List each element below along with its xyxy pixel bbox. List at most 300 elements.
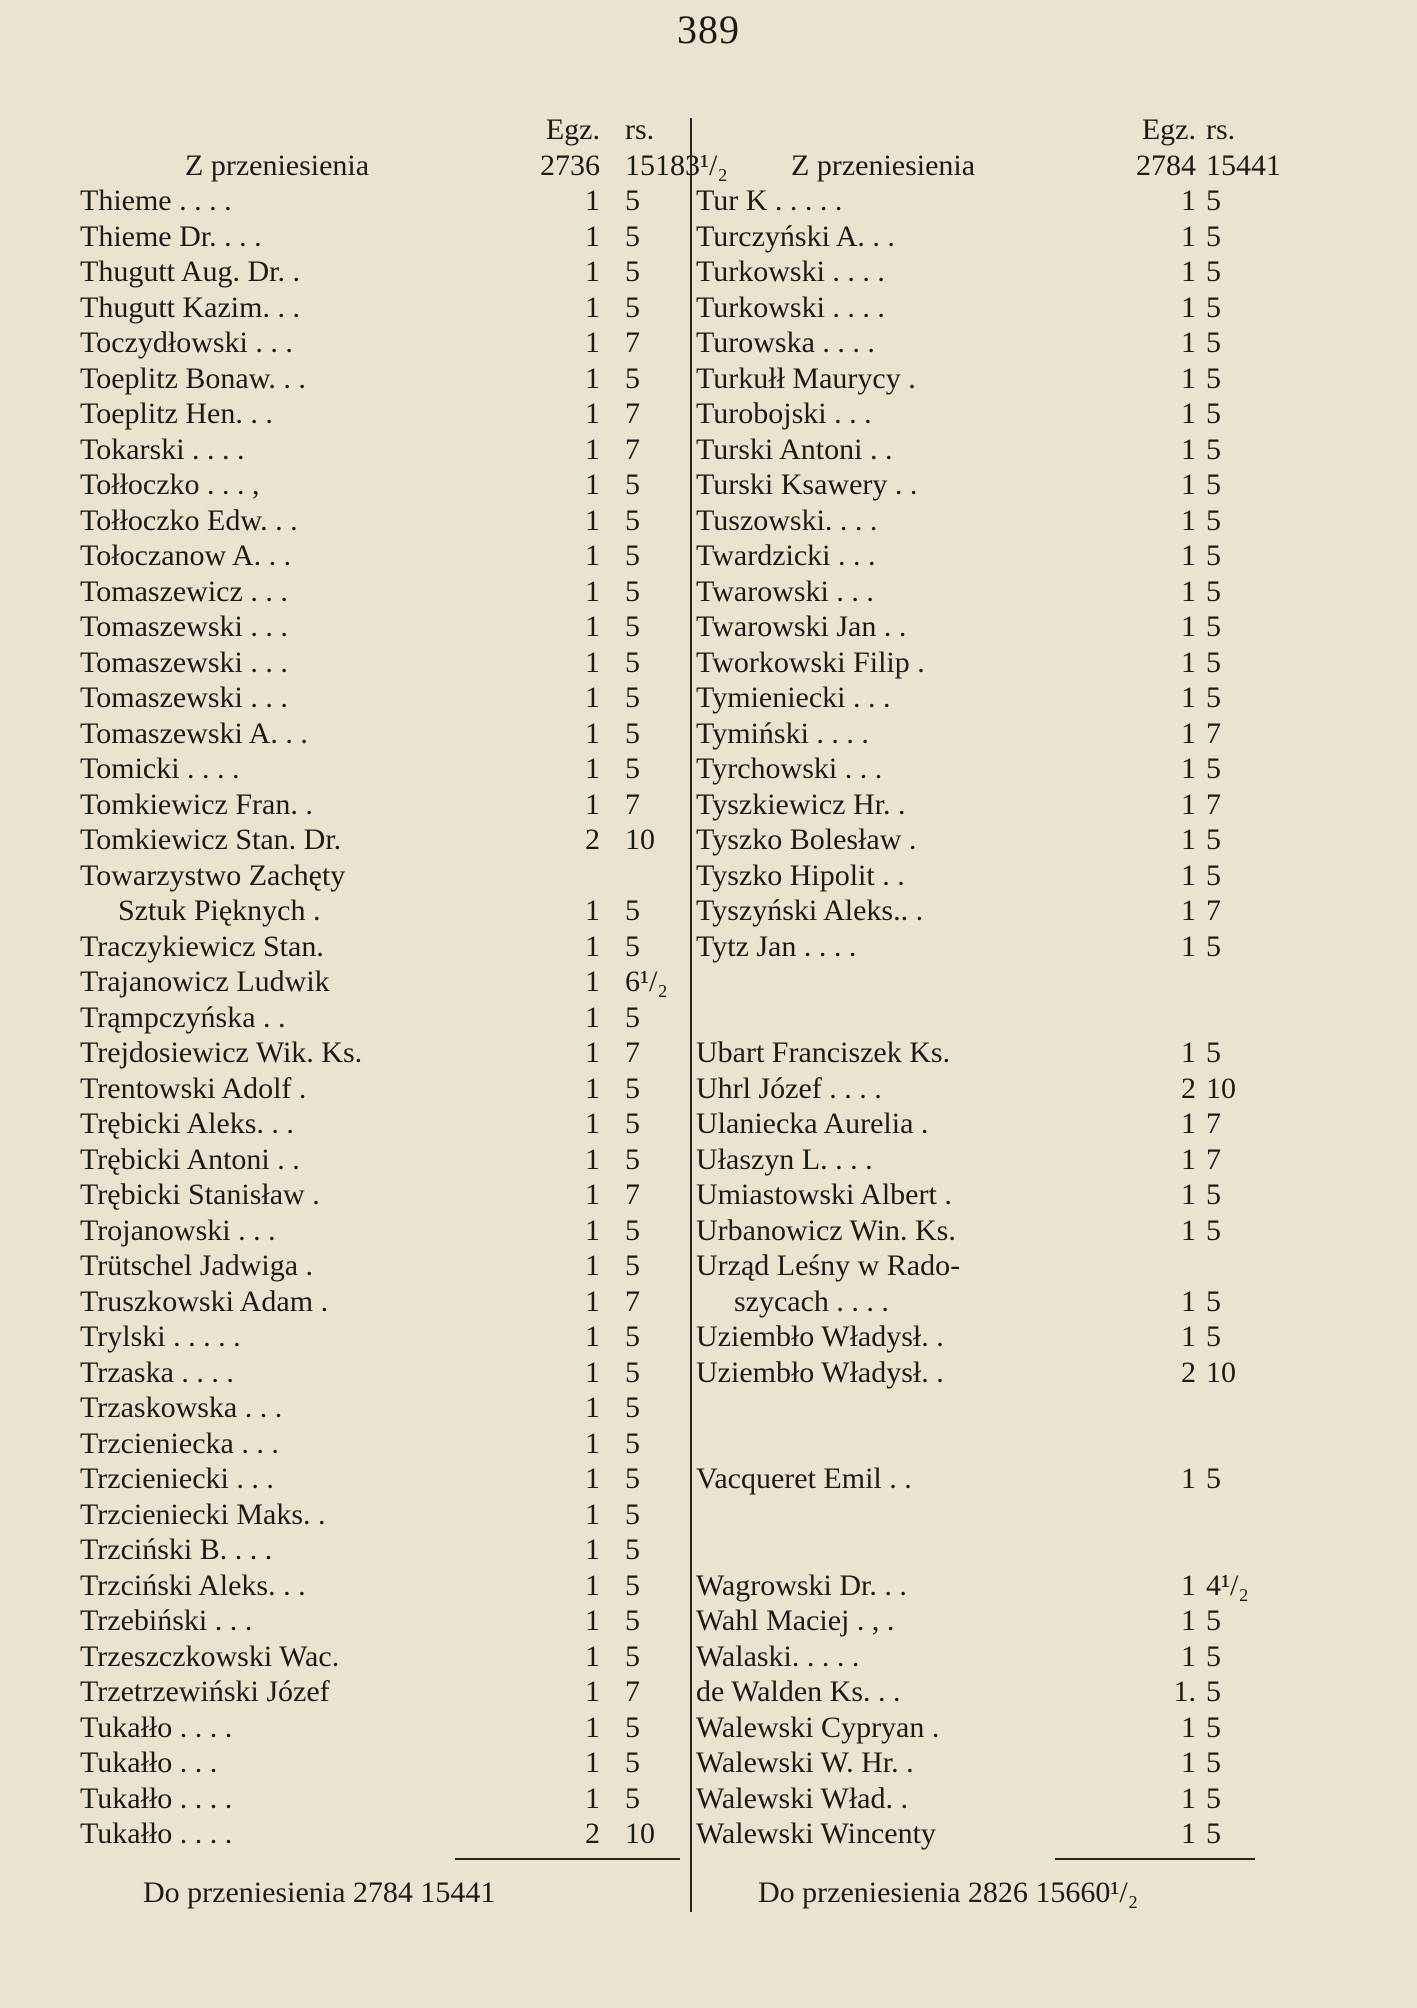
entry-egz: 1 xyxy=(585,1071,600,1105)
entry-rs: 5 xyxy=(625,1604,640,1637)
entry-name: Walewski W. Hr. . xyxy=(696,1746,914,1779)
list-row xyxy=(696,396,1256,432)
list-row xyxy=(80,1106,680,1142)
list-row xyxy=(80,538,680,574)
header-egz: Egz. xyxy=(1141,113,1196,146)
list-row xyxy=(80,1568,680,1604)
entry-egz: 1 xyxy=(585,716,600,750)
entry-rs: 5 xyxy=(625,645,640,679)
list-row xyxy=(80,1603,680,1639)
list-row xyxy=(696,822,1256,858)
footer-right xyxy=(758,1876,1138,1910)
header-rs: rs. xyxy=(1206,113,1236,146)
entry-name: Uhrl Józef . . . . xyxy=(696,1071,882,1105)
entry-egz: 2 xyxy=(585,823,600,856)
entry-egz: 1 xyxy=(1181,326,1196,359)
list-row xyxy=(696,1603,1256,1639)
entry-egz: 1 xyxy=(585,468,600,501)
entry-rs: 5 xyxy=(625,184,640,217)
list-row xyxy=(80,1319,680,1355)
list-row xyxy=(696,1319,1256,1355)
entry-egz: 1 xyxy=(1181,645,1196,679)
list-row xyxy=(80,1142,680,1178)
entry-egz: 1 xyxy=(1181,1036,1196,1069)
entry-name: Sztuk Pięknych . xyxy=(118,894,321,927)
list-row xyxy=(696,1248,1256,1284)
list-row xyxy=(80,574,680,610)
list-row xyxy=(80,1071,680,1107)
entry-name: Tyszko Hipolit . . xyxy=(696,858,905,892)
entry-rs: 5 xyxy=(625,1213,640,1247)
entry-rs: 5 xyxy=(1206,1781,1221,1815)
entry-name: Trzaskowska . . . xyxy=(80,1391,283,1424)
list-row xyxy=(80,503,680,539)
list-row xyxy=(696,1710,1256,1746)
entry-name: Trębicki Stanisław . xyxy=(80,1178,320,1211)
entry-rs: 5 xyxy=(1206,1604,1221,1637)
list-row xyxy=(80,1035,680,1071)
list-row xyxy=(696,574,1256,610)
entry-rs: 5 xyxy=(625,361,640,395)
entry-egz: 1 xyxy=(585,1142,600,1176)
list-row xyxy=(80,1284,680,1320)
entry-egz: 1 xyxy=(1181,929,1196,963)
entry-rs: 5 xyxy=(625,1391,640,1424)
entry-rs: 5 xyxy=(625,290,640,324)
entry-rs: 5 xyxy=(1206,326,1221,359)
entry-name: Tokarski . . . . xyxy=(80,432,245,466)
entry-egz: 1 xyxy=(585,1178,600,1211)
carry-egz: 2736 xyxy=(540,148,600,182)
entry-egz: 1 xyxy=(585,645,600,679)
entry-egz: 1 xyxy=(1181,361,1196,395)
entry-name: Trębicki Aleks. . . xyxy=(80,1107,294,1140)
entry-egz: 1 xyxy=(1181,290,1196,324)
header-rs: rs. xyxy=(625,113,655,146)
list-row xyxy=(80,1816,680,1852)
entry-name: Turkowski . . . . xyxy=(696,290,885,324)
entry-name: Urząd Leśny w Rado- xyxy=(696,1249,961,1282)
list-row xyxy=(80,219,680,255)
entry-name: Tuszowski. . . . xyxy=(696,503,878,537)
header-egz: Egz. xyxy=(545,113,600,146)
list-row xyxy=(696,1639,1256,1675)
entry-rs: 5 xyxy=(625,1746,640,1779)
entry-rs: 5 xyxy=(1206,574,1221,608)
entry-name: Urbanowicz Win. Ks. xyxy=(696,1213,956,1247)
entry-name: Truszkowski Adam . xyxy=(80,1284,329,1318)
list-row xyxy=(696,716,1256,752)
list-row xyxy=(80,325,680,361)
list-row xyxy=(80,751,680,787)
entry-egz: 1 xyxy=(1181,1107,1196,1140)
entry-egz: 1 xyxy=(585,1355,600,1389)
entry-rs: 7 xyxy=(1206,787,1221,821)
left-column xyxy=(80,112,728,1852)
entry-rs: 5 xyxy=(625,539,640,572)
entry-rs: 5 xyxy=(625,468,640,501)
list-row xyxy=(80,1426,680,1462)
list-row xyxy=(696,254,1256,290)
entry-egz: 1 xyxy=(585,929,600,963)
entry-rs: 5 xyxy=(625,610,640,643)
entry-rs: 5 xyxy=(625,1426,640,1460)
entry-egz: 1 xyxy=(585,1249,600,1282)
list-row xyxy=(80,467,680,503)
list-row xyxy=(696,1781,1256,1817)
entry-rs: 5 xyxy=(1206,1462,1221,1495)
entry-name: Tukałło . . . . xyxy=(80,1817,233,1850)
list-row xyxy=(696,609,1256,645)
entry-rs: 5 xyxy=(625,894,640,927)
entry-egz: 1. xyxy=(1173,1675,1196,1708)
entry-rs: 5 xyxy=(625,1710,640,1744)
entry-egz: 1 xyxy=(585,1710,600,1744)
entry-name: Trzetrzewiński Józef xyxy=(80,1675,330,1708)
entry-name: Turkowski . . . . xyxy=(696,255,885,288)
entry-rs: 5 xyxy=(1206,1710,1221,1744)
list-row xyxy=(80,858,680,894)
entry-rs: 5 xyxy=(1206,255,1221,288)
column-header xyxy=(80,112,680,148)
entry-egz: 1 xyxy=(585,787,600,821)
list-row xyxy=(696,432,1256,468)
entry-egz: 1 xyxy=(585,1213,600,1247)
entry-egz: 1 xyxy=(585,1462,600,1495)
entry-name: Tukałło . . . . xyxy=(80,1710,233,1744)
entry-egz: 1 xyxy=(585,326,600,359)
entry-name: Trojanowski . . . xyxy=(80,1213,276,1247)
entry-rs: 5 xyxy=(625,1107,640,1140)
entry-rs: 5 xyxy=(1206,290,1221,324)
entry-name: Walaski. . . . . xyxy=(696,1639,860,1673)
blank-row xyxy=(696,964,1256,1000)
entry-egz: 1 xyxy=(1181,255,1196,288)
entry-rs: 5 xyxy=(625,929,640,963)
list-row xyxy=(696,219,1256,255)
entry-egz: 1 xyxy=(1181,1817,1196,1850)
entry-rs: 5 xyxy=(1206,432,1221,466)
entry-egz: 1 xyxy=(585,539,600,572)
entry-egz: 1 xyxy=(1181,1604,1196,1637)
list-row xyxy=(80,1355,680,1391)
entry-rs: 5 xyxy=(625,255,640,288)
entry-egz: 1 xyxy=(1181,432,1196,466)
entry-egz: 1 xyxy=(1181,894,1196,927)
entry-name: Toeplitz Bonaw. . . xyxy=(80,361,306,395)
entry-rs: 5 xyxy=(1206,184,1221,217)
entry-rs: 5 xyxy=(625,574,640,608)
entry-name: Trębicki Antoni . . xyxy=(80,1142,300,1176)
list-row xyxy=(696,858,1256,894)
list-row xyxy=(80,183,680,219)
entry-rs: 5 xyxy=(1206,1639,1221,1673)
list-row xyxy=(696,325,1256,361)
entry-egz: 1 xyxy=(585,894,600,927)
entry-egz: 1 xyxy=(585,1107,600,1140)
entry-rs: 7 xyxy=(1206,1107,1221,1140)
entry-name: Trzcieniecki . . . xyxy=(80,1462,274,1495)
entry-name: Turski Ksawery . . xyxy=(696,468,918,501)
footer-rs: 15441 xyxy=(420,1876,496,1909)
entry-name: Tytz Jan . . . . xyxy=(696,929,857,963)
entry-name: Uziembło Władysł. . xyxy=(696,1320,944,1353)
entry-name: Turobojski . . . xyxy=(696,397,872,430)
list-row xyxy=(80,1390,680,1426)
entry-egz: 1 xyxy=(1181,681,1196,714)
entry-rs: 7 xyxy=(625,1284,640,1318)
list-row xyxy=(80,1000,680,1036)
entry-egz: 1 xyxy=(1181,1781,1196,1815)
list-row xyxy=(80,822,680,858)
list-row xyxy=(80,361,680,397)
entry-name: Tołłoczko Edw. . . xyxy=(80,503,298,537)
entry-rs: 5 xyxy=(1206,681,1221,714)
entry-egz: 1 xyxy=(585,1639,600,1673)
entry-rs: 5 xyxy=(1206,1036,1221,1069)
entry-egz: 1 xyxy=(585,219,600,253)
entry-name: Tymiński . . . . xyxy=(696,716,869,750)
list-row xyxy=(696,1355,1256,1391)
carry-rs: 15441 xyxy=(1206,148,1281,182)
entry-name: Walewski Wład. . xyxy=(696,1781,908,1815)
entry-name: Ulaniecka Aurelia . xyxy=(696,1107,929,1140)
entry-rs: 10 xyxy=(625,823,655,856)
list-row xyxy=(696,538,1256,574)
entry-rs: 7 xyxy=(625,787,640,821)
entry-rs: 5 xyxy=(625,681,640,714)
carry-over-row xyxy=(696,148,1281,184)
list-row xyxy=(80,680,680,716)
entry-rs: 5 xyxy=(1206,929,1221,963)
entry-name: Vacqueret Emil . . xyxy=(696,1462,912,1495)
entry-rs: 5 xyxy=(625,219,640,253)
entry-egz: 1 xyxy=(585,574,600,608)
list-row xyxy=(80,645,680,681)
carry-label: Z przeniesienia xyxy=(791,148,976,182)
footer-egz: 2784 xyxy=(352,1876,413,1909)
entry-name: Trajanowicz Ludwik xyxy=(80,965,330,998)
list-row xyxy=(80,1639,680,1675)
entry-name: Twarowski Jan . . xyxy=(696,610,907,643)
list-row xyxy=(80,716,680,752)
entry-name: Tyszyński Aleks.. . xyxy=(696,894,924,927)
entry-egz: 1 xyxy=(585,397,600,430)
entry-name: Traczykiewicz Stan. xyxy=(80,929,324,963)
right-column xyxy=(696,112,1281,1852)
entry-name: Walewski Cypryan . xyxy=(696,1710,940,1744)
entry-egz: 1 xyxy=(585,432,600,466)
left-rows xyxy=(80,183,680,1852)
entry-name: Tworkowski Filip . xyxy=(696,645,925,679)
entry-rs: 5 xyxy=(625,1533,640,1566)
entry-name: Twardzicki . . . xyxy=(696,539,876,572)
entry-egz: 1 xyxy=(585,184,600,217)
entry-rs: 5 xyxy=(1206,752,1221,785)
list-row xyxy=(696,787,1256,823)
entry-name: Twarowski . . . xyxy=(696,574,874,608)
entry-rs: 5 xyxy=(625,1639,640,1673)
entry-egz: 1 xyxy=(585,1036,600,1069)
list-row xyxy=(696,1674,1256,1710)
list-row xyxy=(696,290,1256,326)
entry-rs: 10 xyxy=(1206,1355,1236,1389)
entry-name: Umiastowski Albert . xyxy=(696,1178,952,1211)
entry-rs: 5 xyxy=(1206,1178,1221,1211)
entry-rs: 5 xyxy=(625,503,640,537)
list-row xyxy=(696,361,1256,397)
entry-name: Tołłoczko . . . , xyxy=(80,468,260,501)
blank-row xyxy=(696,1390,1256,1426)
entry-name: Trzciński B. . . . xyxy=(80,1533,273,1566)
list-row xyxy=(696,680,1256,716)
entry-rs: 5 xyxy=(1206,1675,1221,1708)
entry-egz: 1 xyxy=(1181,1213,1196,1247)
entry-rs: 5 xyxy=(625,1568,640,1602)
entry-rs: 5 xyxy=(625,1142,640,1176)
entry-rs: 5 xyxy=(1206,1213,1221,1247)
entry-rs: 5 xyxy=(1206,823,1221,856)
entry-rs: 5 xyxy=(625,1249,640,1282)
entry-rs: 7 xyxy=(625,1675,640,1708)
list-row xyxy=(696,893,1256,929)
list-row xyxy=(696,1745,1256,1781)
entry-rs: 5 xyxy=(1206,610,1221,643)
list-row xyxy=(696,1142,1256,1178)
list-row xyxy=(80,609,680,645)
entry-egz: 1 xyxy=(1181,858,1196,892)
footer-label: Do przeniesienia xyxy=(758,1876,961,1909)
entry-egz: 1 xyxy=(1181,1568,1196,1602)
list-row xyxy=(696,1461,1256,1497)
entry-rs: 6¹/₂ xyxy=(625,965,668,998)
entry-name: Trylski . . . . . xyxy=(80,1320,241,1353)
entry-name: Thieme . . . . xyxy=(80,184,232,217)
entry-rs: 7 xyxy=(625,326,640,359)
carry-rs: 15183¹/₂ xyxy=(625,148,728,182)
entry-egz: 1 xyxy=(1181,1639,1196,1673)
entry-name: Trzciński Aleks. . . xyxy=(80,1568,306,1602)
entry-egz: 1 xyxy=(1181,1284,1196,1318)
entry-rs: 4¹/₂ xyxy=(1206,1568,1249,1602)
list-row xyxy=(80,1461,680,1497)
entry-rs: 5 xyxy=(625,716,640,750)
entry-name: Tur K . . . . . xyxy=(696,184,843,217)
entry-name: Tołoczanow A. . . xyxy=(80,539,292,572)
entry-egz: 1 xyxy=(1181,752,1196,785)
footer-left xyxy=(143,1876,495,1910)
entry-egz: 1 xyxy=(585,1497,600,1531)
entry-name: Tomicki . . . . xyxy=(80,752,240,785)
page-number: 389 xyxy=(677,7,740,52)
carry-label: Z przeniesienia xyxy=(185,148,370,182)
entry-name: Turkułł Maurycy . xyxy=(696,361,916,395)
right-rows xyxy=(696,183,1256,1852)
list-row xyxy=(696,1816,1256,1852)
list-row xyxy=(696,467,1256,503)
entry-rs: 5 xyxy=(1206,1320,1221,1353)
entry-egz: 1 xyxy=(585,610,600,643)
entry-name: Tyrchowski . . . xyxy=(696,752,883,785)
list-row xyxy=(80,787,680,823)
entry-egz: 1 xyxy=(1181,574,1196,608)
entry-rs: 5 xyxy=(625,1355,640,1389)
entry-rs: 5 xyxy=(1206,397,1221,430)
entry-rs: 7 xyxy=(1206,1142,1221,1176)
entry-name: Turski Antoni . . xyxy=(696,432,893,466)
entry-egz: 1 xyxy=(585,503,600,537)
entry-rs: 7 xyxy=(625,1036,640,1069)
list-row xyxy=(80,432,680,468)
entry-egz: 1 xyxy=(585,1568,600,1602)
list-row xyxy=(696,1213,1256,1249)
entry-rs: 5 xyxy=(625,1781,640,1815)
list-row xyxy=(80,290,680,326)
entry-name: Wagrowski Dr. . . xyxy=(696,1568,907,1602)
footer-egz: 2826 xyxy=(967,1876,1028,1909)
entry-egz: 1 xyxy=(1181,1710,1196,1744)
list-row xyxy=(80,1177,680,1213)
entry-rs: 10 xyxy=(625,1817,655,1850)
entry-rs: 5 xyxy=(1206,1817,1221,1850)
entry-name: Trzebiński . . . xyxy=(80,1604,253,1637)
entry-egz: 1 xyxy=(585,1604,600,1637)
entry-name: szycach . . . . xyxy=(734,1284,889,1318)
column-header xyxy=(696,112,1256,148)
entry-egz: 1 xyxy=(1181,1178,1196,1211)
entry-egz: 1 xyxy=(1181,503,1196,537)
entry-name: Uziembło Władysł. . xyxy=(696,1355,944,1389)
entry-name: Trzaska . . . . xyxy=(80,1355,234,1389)
entry-egz: 1 xyxy=(1181,787,1196,821)
entry-rs: 7 xyxy=(625,397,640,430)
entry-egz: 1 xyxy=(585,1000,600,1034)
list-row xyxy=(80,929,680,965)
entry-name: Wahl Maciej . , . xyxy=(696,1604,895,1637)
entry-name: Tomaszewicz . . . xyxy=(80,574,288,608)
entry-rs: 5 xyxy=(625,1497,640,1531)
entry-rs: 5 xyxy=(1206,1284,1221,1318)
sum-rule xyxy=(1055,1858,1255,1860)
entry-egz: 1 xyxy=(1181,539,1196,572)
entry-egz: 1 xyxy=(1181,219,1196,253)
entry-egz: 1 xyxy=(585,290,600,324)
entry-egz: 1 xyxy=(585,681,600,714)
entry-egz: 1 xyxy=(1181,184,1196,217)
entry-egz: 1 xyxy=(1181,1142,1196,1176)
list-row xyxy=(80,1248,680,1284)
entry-name: Ułaszyn L. . . . xyxy=(696,1142,873,1176)
entry-name: Tomaszewski . . . xyxy=(80,610,288,643)
blank-row xyxy=(696,1000,1256,1036)
entry-rs: 5 xyxy=(625,1462,640,1495)
entry-egz: 1 xyxy=(1181,1462,1196,1495)
entry-egz: 1 xyxy=(1181,823,1196,856)
entry-name: Thugutt Kazim. . . xyxy=(80,290,300,324)
blank-row xyxy=(696,1426,1256,1462)
entry-rs: 5 xyxy=(1206,361,1221,395)
sum-rule xyxy=(455,1858,680,1860)
entry-name: Towarzystwo Zachęty xyxy=(80,858,346,892)
entry-egz: 1 xyxy=(585,1284,600,1318)
entry-egz: 1 xyxy=(1181,397,1196,430)
entry-rs: 10 xyxy=(1206,1071,1236,1105)
entry-name: Trejdosiewicz Wik. Ks. xyxy=(80,1036,363,1069)
blank-row xyxy=(696,1497,1256,1533)
entry-name: de Walden Ks. . . xyxy=(696,1675,901,1708)
list-row xyxy=(696,1568,1256,1604)
entry-egz: 1 xyxy=(1181,468,1196,501)
